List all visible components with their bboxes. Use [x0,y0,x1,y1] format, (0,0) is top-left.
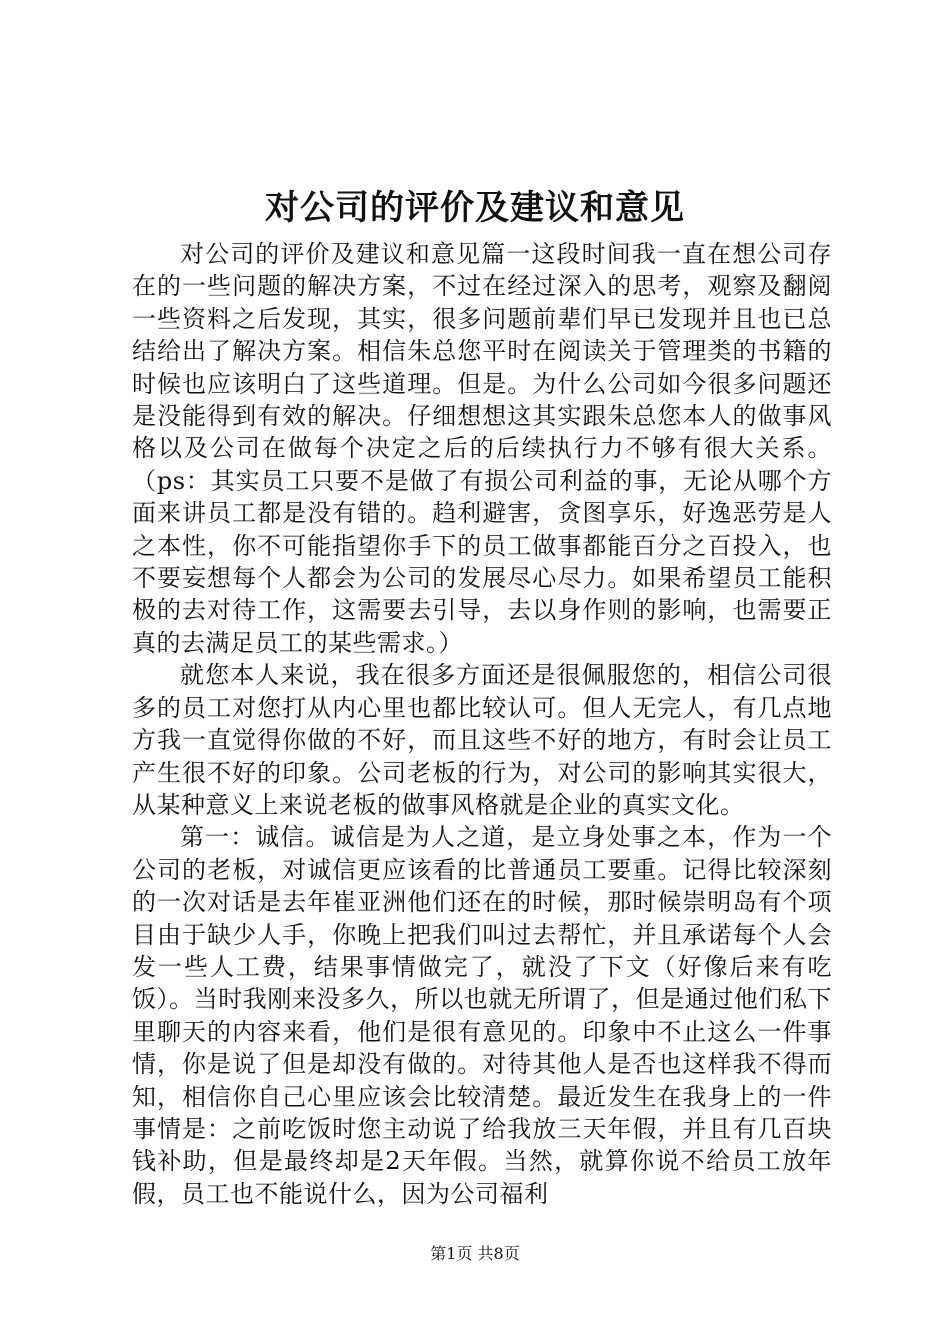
paragraph-2: 就您本人来说，我在很多方面还是很佩服您的，相信公司很多的员工对您打从内心里也都比较认可。但人无完人，有几点地方我一直觉得你做的不好，而且这些不好的地方，有时会让员工产生很不好的印象。公司老板的行为，对公司的影响其实很大，从某种意义上来说老板的做事风格就是企业的真实文化。 [132,661,832,819]
document-body [132,238,832,1210]
paragraph-3: 第一：诚信。诚信是为人之道，是立身处事之本，作为一个公司的老板，对诚信更应该看的比普通员工要重。记得比较深刻的一次对话是去年崔亚洲他们还在的时候，那时候崇明岛有个项目由于缺少人手，你晚上把我们叫过去帮忙，并且承诺每个人会发一些人工费，结果事情做完了，就没了下文（好像后来有吃饭）。当时我刚来没多久，所以也就无所谓了，但是通过他们私下里聊天的内容来看，他们是很有意见的。印象中不止这么一件事情，你是说了但是却没有做的。对待其他人是否也这样我不得而知，相信你自己心里应该会比较清楚。最近发生在我身上的一件事情是：之前吃饭时您主动说了给我放三天年假，并且有几百块钱补助，但是最终却是2天年假。当然，就算你说不给员工放年假，员工也不能说什么，因为公司福利 [132,823,832,1208]
paragraph-1: 对公司的评价及建议和意见篇一这段时间我一直在想公司存在的一些问题的解决方案，不过在经过深入的思考，观察及翻阅一些资料之后发现，其实，很多问题前辈们早已发现并且也已总结给出了解决方案。相信朱总您平时在阅读关于管理类的书籍的时候也应该明白了这些道理。但是。为什么公司如今很多问题还是没能得到有效的解决。仔细想想这其实跟朱总您本人的做事风格以及公司在做每个决定之后的后续执行力不够有很大关系。（ps：其实员工只要不是做了有损公司利益的事，无论从哪个方面来讲员工都是没有错的。趋利避害，贪图享乐，好逸恶劳是人之本性，你不可能指望你手下的员工做事都能百分之百投入，也不要妄想每个人都会为公司的发展尽心尽力。如果希望员工能积极的去对待工作，这需要去引导，去以身作则的影响，也需要正真的去满足员工的某些需求。） [132,240,832,657]
page-footer: 第1页 共8页 [430,1244,520,1263]
document-title: 对公司的评价及建议和意见 [265,188,685,228]
